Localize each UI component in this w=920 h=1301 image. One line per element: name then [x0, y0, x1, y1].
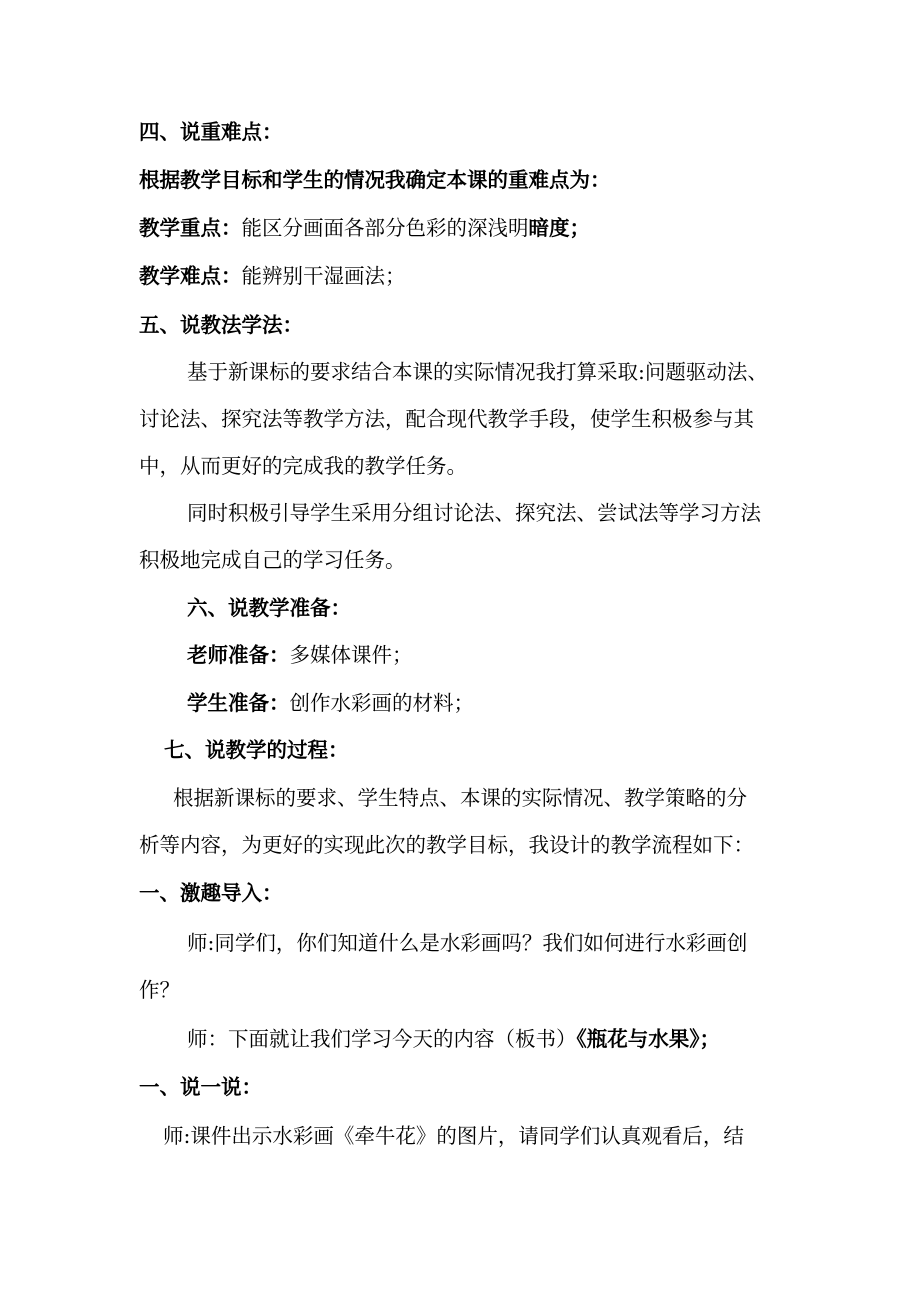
focus-line	[139, 213, 590, 243]
section-4-intro: 根据教学目标和学生的情况我确定本课的重难点为：	[139, 168, 611, 192]
difficulty-line	[139, 261, 406, 291]
teacher-prep-label: 老师准备：	[187, 643, 290, 667]
step-2-paragraph-line-1: 师:课件出示水彩画《牵牛花》的图片，请同学们认真观看后，结	[163, 1124, 744, 1148]
section-6-heading: 六、说教学准备：	[187, 596, 351, 620]
difficulty-label: 教学难点：	[139, 264, 242, 288]
step-1-paragraph-1-line-1: 师:同学们，你们知道什么是水彩画吗？我们如何进行水彩画创	[187, 931, 748, 955]
student-prep-line	[187, 688, 474, 718]
teacher-prep-line	[187, 640, 413, 670]
step-1-paragraph-1-line-2: 作？	[139, 978, 180, 1002]
section-5-paragraph-2-line-1: 同时积极引导学生采用分组讨论法、探究法、尝试法等学习方法	[187, 501, 761, 525]
difficulty-text: 能辨别干湿画法；	[241, 264, 406, 288]
step-1-paragraph-2	[187, 1024, 720, 1054]
step-1-heading: 一、激趣导入：	[139, 881, 283, 905]
section-5-heading: 五、说教法学法：	[139, 313, 303, 337]
lesson-title: 《瓶花与水果》；	[576, 1027, 720, 1051]
step-2-heading: 一、说一说：	[139, 1075, 262, 1099]
student-prep-text: 创作水彩画的材料；	[289, 691, 474, 715]
section-5-paragraph-1-line-3: 中，从而更好的完成我的教学任务。	[139, 454, 467, 478]
focus-text: 能区分画面各部分色彩的深浅明	[241, 216, 529, 240]
section-7-heading: 七、说教学的过程：	[164, 738, 349, 762]
section-5-paragraph-1-line-1: 基于新课标的要求结合本课的实际情况我打算采取:问题驱动法、	[187, 360, 768, 384]
focus-label: 教学重点：	[139, 216, 242, 240]
section-5-paragraph-1-line-2: 讨论法、探究法等教学方法，配合现代教学手段，使学生积极参与其	[139, 407, 754, 431]
student-prep-label: 学生准备：	[187, 691, 290, 715]
focus-tail: 暗度；	[528, 216, 590, 240]
step-1-paragraph-2-text: 师：下面就让我们学习今天的内容（板书）	[187, 1027, 577, 1051]
section-5-paragraph-2-line-2: 积极地完成自己的学习任务。	[139, 548, 406, 572]
section-4-heading: 四、说重难点：	[139, 120, 283, 144]
section-7-paragraph-line-2: 析等内容，为更好的实现此次的教学目标，我设计的教学流程如下：	[139, 833, 754, 857]
section-7-paragraph-line-1: 根据新课标的要求、学生特点、本课的实际情况、教学策略的分	[173, 786, 747, 810]
teacher-prep-text: 多媒体课件；	[289, 643, 413, 667]
